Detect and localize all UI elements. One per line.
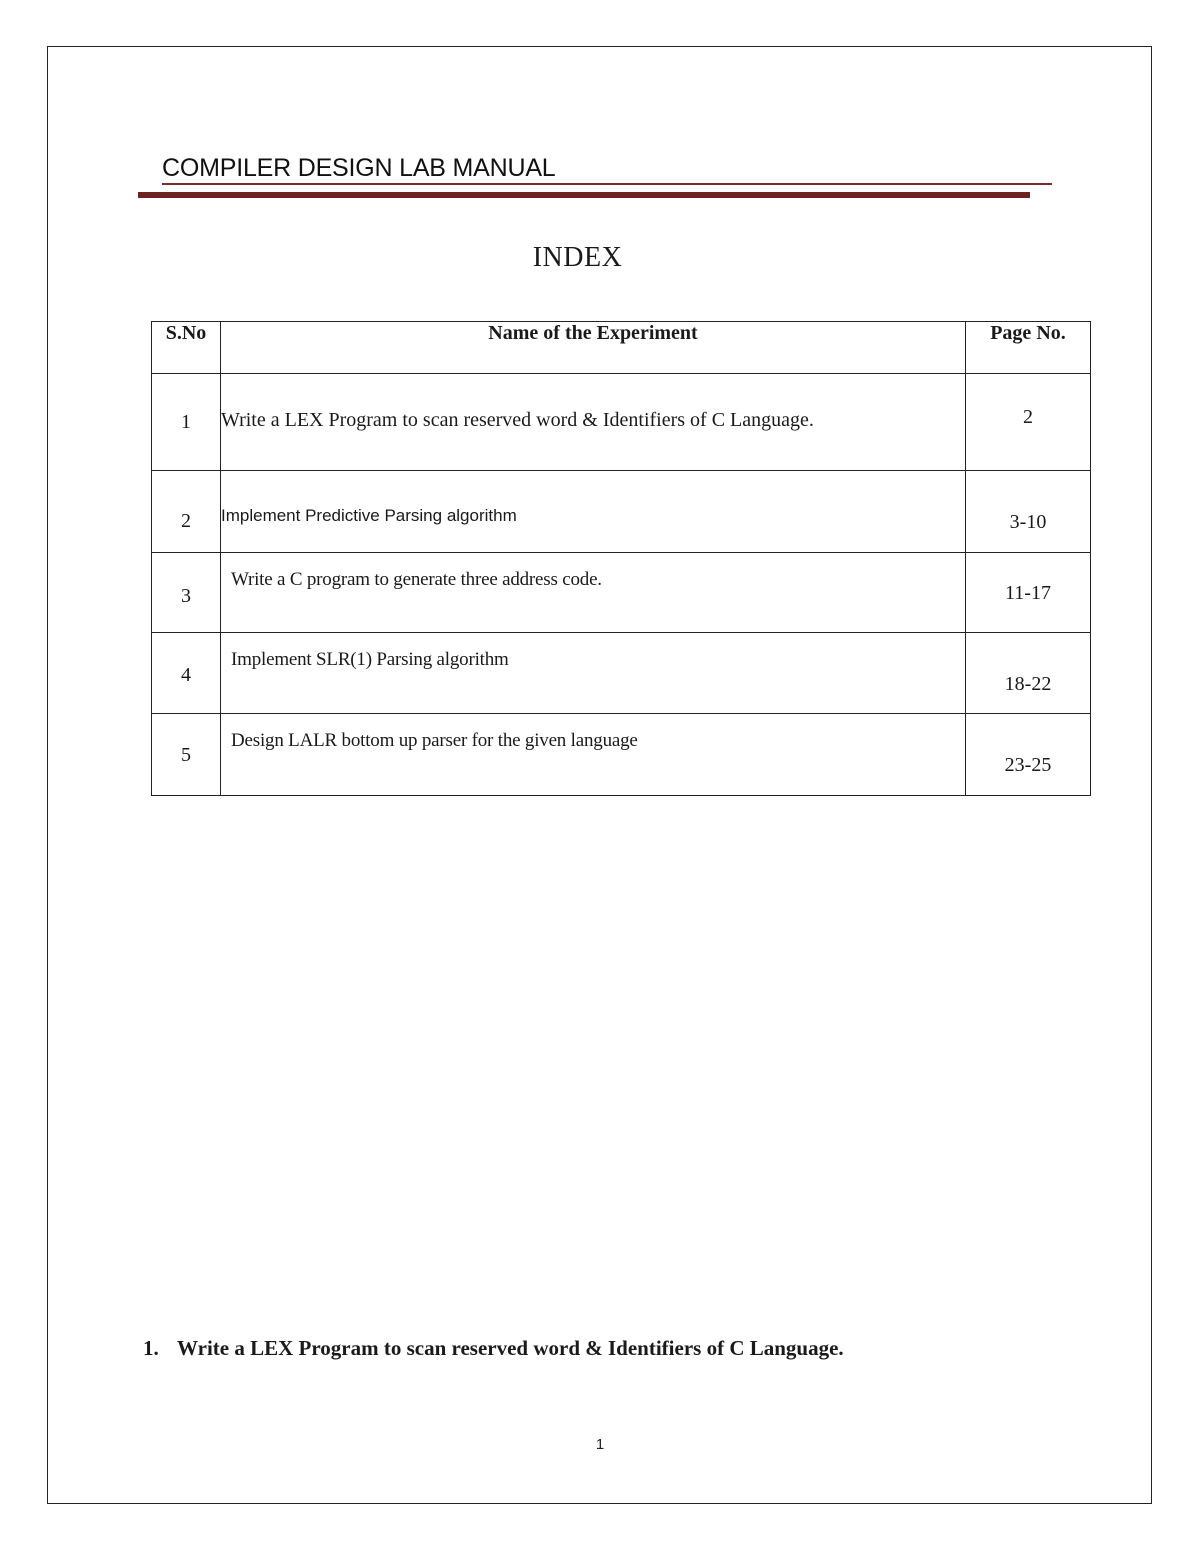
cell-sno: 1 [152, 374, 221, 471]
table-row [152, 471, 1091, 553]
cell-name [221, 714, 966, 796]
table-row [152, 633, 1091, 714]
page-range: 23-25 [1004, 754, 1052, 776]
table-row [152, 553, 1091, 633]
cell-sno: 3 [152, 553, 221, 633]
cell-name [221, 633, 966, 714]
index-title: INDEX [532, 242, 623, 273]
cell-page [966, 553, 1091, 633]
page-range: 3-10 [1009, 511, 1047, 533]
table-row [152, 714, 1091, 796]
column-header-page: Page No. [966, 322, 1091, 374]
cell-page [966, 633, 1091, 714]
experiment-name: Implement Predictive Parsing algorithm [221, 506, 517, 525]
page-range: 18-22 [1004, 673, 1052, 695]
cell-name [221, 471, 966, 553]
table-row [152, 374, 1091, 471]
cell-sno: 5 [152, 714, 221, 796]
cell-page [966, 374, 1091, 471]
cell-name [221, 374, 966, 471]
header-rule-thin [162, 183, 1052, 185]
cell-page [966, 714, 1091, 796]
section-heading [143, 1336, 844, 1361]
experiment-name: Write a LEX Program to scan reserved word & Identifiers of C Language. [221, 409, 814, 431]
cell-page [966, 471, 1091, 553]
manual-title: COMPILER DESIGN LAB MANUAL [162, 154, 556, 182]
page-number: 1 [595, 1436, 605, 1453]
column-header-name: Name of the Experiment [221, 322, 966, 374]
experiment-name: Design LALR bottom up parser for the given language [231, 730, 638, 751]
experiment-name: Write a C program to generate three address code. [231, 569, 602, 590]
cell-sno: 4 [152, 633, 221, 714]
page-range: 11-17 [1005, 582, 1051, 604]
index-table [151, 321, 1091, 796]
section-number: 1. [143, 1336, 159, 1360]
page-range: 2 [1023, 406, 1033, 428]
column-header-sno: S.No [152, 322, 221, 374]
cell-name [221, 553, 966, 633]
header-rule-thick [138, 192, 1030, 198]
experiment-name: Implement SLR(1) Parsing algorithm [231, 649, 509, 670]
cell-sno: 2 [152, 471, 221, 553]
table-header-row [152, 322, 1091, 374]
section-heading-text: Write a LEX Program to scan reserved word & Identifiers of C Language. [177, 1336, 844, 1360]
